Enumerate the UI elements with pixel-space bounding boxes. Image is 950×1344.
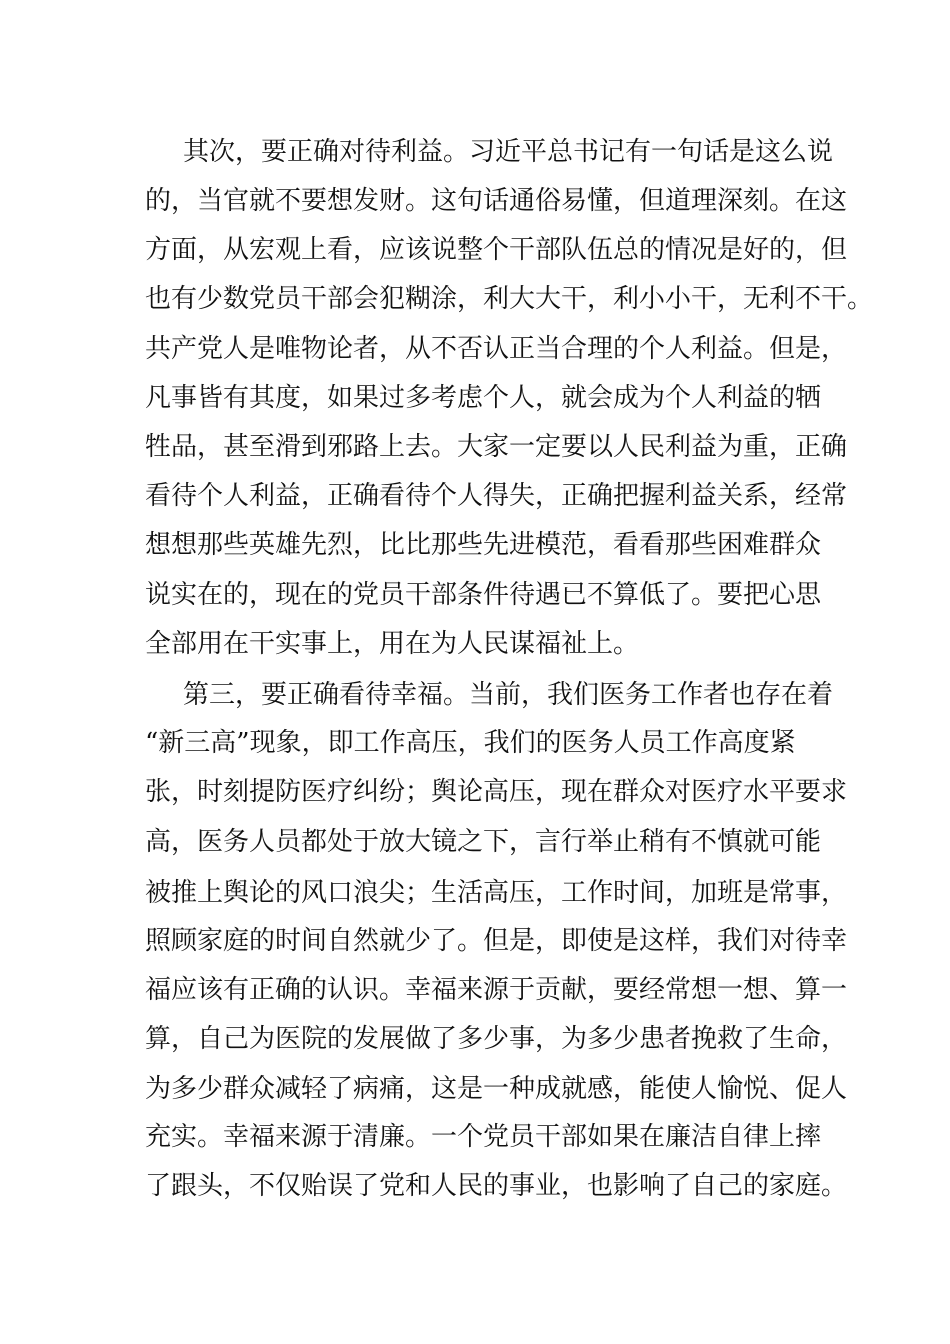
text-line: 高，医务人员都处于放大镜之下，言行举止稍有不慎就可能: [145, 827, 822, 857]
text-line: 其次，要正确对待利益。习近平总书记有一句话是这么说: [183, 137, 834, 167]
text-line: 算，自己为医院的发展做了多少事，为多少患者挽救了生命，: [145, 1024, 848, 1054]
text-line: 张，时刻提防医疗纠纷；舆论高压，现在群众对医疗水平要求: [145, 777, 848, 807]
text-line: 照顾家庭的时间自然就少了。但是，即使是这样，我们对待幸: [145, 926, 848, 956]
text-line: 看待个人利益，正确看待个人得失，正确把握利益关系，经常: [145, 481, 848, 511]
text-line: 全部用在干实事上，用在为人民谋福祉上。: [145, 629, 640, 659]
text-line: 想想那些英雄先烈，比比那些先进模范，看看那些困难群众: [145, 530, 822, 560]
text-line: 的，当官就不要想发财。这句话通俗易懂，但道理深刻。在这: [145, 186, 848, 216]
text-line: 福应该有正确的认识。幸福来源于贡献，要经常想一想、算一: [145, 975, 848, 1005]
text-line: 共产党人是唯物论者，从不否认正当合理的个人利益。但是，: [145, 334, 848, 364]
text-line: 第三，要正确看待幸福。当前，我们医务工作者也存在着: [183, 680, 834, 710]
text-line: “新三高”现象，即工作高压，我们的医务人员工作高度紧: [145, 728, 796, 758]
text-line: 牲品，甚至滑到邪路上去。大家一定要以人民利益为重，正确: [145, 432, 848, 462]
text-line: 被推上舆论的风口浪尖；生活高压，工作时间，加班是常事，: [145, 878, 848, 908]
text-line: 为多少群众减轻了病痛，这是一种成就感，能使人愉悦、促人: [145, 1074, 848, 1104]
text-line: 凡事皆有其度，如果过多考虑个人，就会成为个人利益的牺: [145, 383, 822, 413]
text-line: 方面，从宏观上看，应该说整个干部队伍总的情况是好的，但: [145, 235, 848, 265]
text-line: 了跟头，不仅贻误了党和人民的事业，也影响了自己的家庭。: [145, 1171, 848, 1201]
text-line: 说实在的，现在的党员干部条件待遇已不算低了。要把心思: [145, 580, 822, 610]
text-line: 充实。幸福来源于清廉。一个党员干部如果在廉洁自律上摔: [145, 1122, 822, 1152]
text-line: 也有少数党员干部会犯糊涂，利大大干，利小小干，无利不干。: [145, 284, 874, 314]
